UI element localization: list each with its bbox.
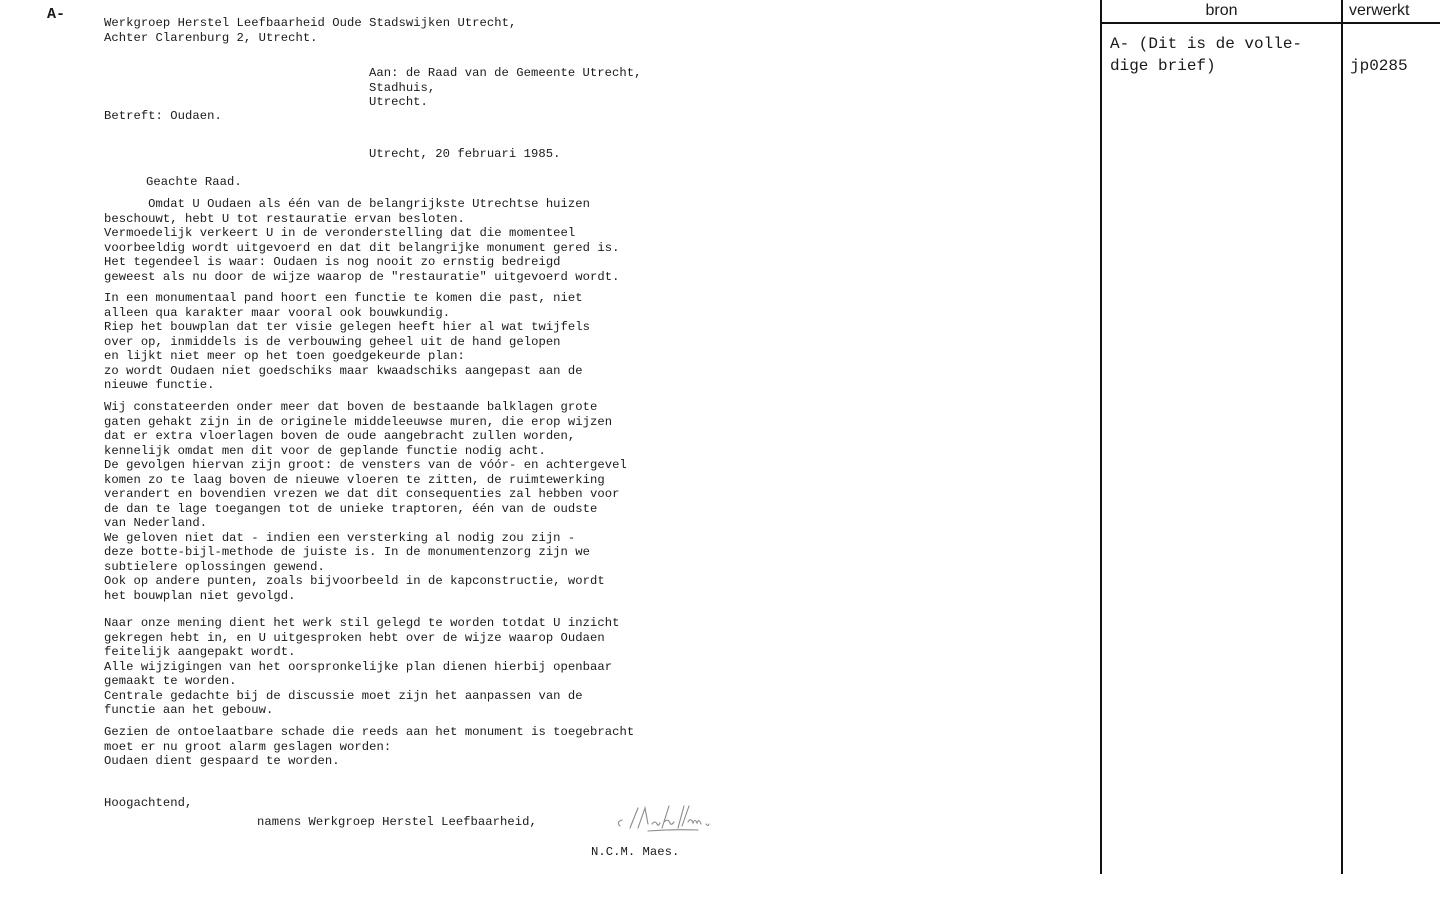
column-header-bron: bron: [1205, 2, 1238, 19]
bron-cell: A- (Dit is de volle- dige brief): [1110, 35, 1303, 75]
addressee-line: Stadhuis,: [369, 80, 436, 95]
paragraph: Naar onze mening dient het werk stil gelegd te worden totdat U inzicht gekregen hebt in, en U uitgesproken hebt over de wijze waarop Oudaen feitelijk aangepakt wordt. Alle wijzigingen van het oorspronkelijke plan dienen hierbij openbaar gemaakt te worden. Centrale gedachte bij de discussie moet zijn het aanpassen van de functie aan het gebouw.: [104, 616, 620, 717]
paragraph: Gezien de ontoelaatbare schade die reeds aan het monument is toegebracht moet er nu groot alarm geslagen worden: Oudaen dient gespaard te worden.: [104, 725, 635, 768]
column-header-verwerkt: verwerkt: [1349, 2, 1410, 19]
salutation: Geachte Raad.: [146, 175, 242, 189]
sender-line: Achter Clarenburg 2, Utrecht.: [104, 30, 318, 45]
document-marker: A-: [47, 6, 66, 23]
on-behalf-line: namens Werkgroep Herstel Leefbaarheid,: [257, 815, 537, 829]
addressee-line: Aan: de Raad van de Gemeente Utrecht,: [369, 66, 642, 80]
sender-line: Werkgroep Herstel Leefbaarheid Oude Stadswijken Utrecht,: [104, 16, 517, 30]
closing: Hoogachtend,: [104, 796, 193, 810]
paragraph: In een monumentaal pand hoort een functie te komen die past, niet alleen qua karakter maar vooral ook bouwkundig. Riep het bouwplan dat ter visie gelegen heeft hier al wat twijfels over op, inmiddels is de verbouwing geheel uit de hand gelopen en lijkt niet meer op het toen goedgekeurde plan: zo wordt Oudaen niet goedschiks maar kwaadschiks aangepast aan de nieuwe functie.: [104, 291, 591, 392]
subject-line: Betreft: Oudaen.: [104, 109, 222, 123]
date-line: Utrecht, 20 februari 1985.: [369, 147, 561, 161]
verwerkt-cell: jp0285: [1350, 57, 1408, 75]
signee-name: N.C.M. Maes.: [591, 845, 680, 859]
table-column-divider: [1341, 0, 1343, 874]
table-border-left: [1100, 0, 1102, 874]
paragraph: Wij constateerden onder meer dat boven de bestaande balklagen grote gaten gehakt zijn in de originele middeleeuwse muren, die erop wijzen dat er extra vloerlagen boven de oude aangebracht zullen worden, kennelijk omdat men dit voor de geplande functie nodig acht. De gevolgen hiervan zijn groot: de vensters van de vóór- en achtergevel komen zo te laag boven de nieuwe vloeren te zitten, de ruimtewerking verandert en bovendien vrezen we dat dit consequenties zal hebben voor de dan te lage toegangen tot de unieke traptoren, één van de oudste van Nederland. We geloven niet dat - indien een versterking al nodig zou zijn - deze botte-bijl-methode de juiste is. In de monumentenzorg zijn we subtielere oplossingen gewend. Ook op andere punten, zoals bijvoorbeeld in de kapconstructie, wordt het bouwplan niet gevolgd.: [104, 400, 627, 603]
paragraph: Omdat U Oudaen als één van de belangrijkste Utrechtse huizen beschouwt, hebt U tot restauratie ervan besloten. Vermoedelijk verkeert U in de veronderstelling dat die momenteel voorbeeldig wordt uitgevoerd en dat dit belangrijke monument gered is. Het tegendeel is waar: Oudaen is nog nooit zo ernstig bedreigd geweest als nu door de wijze waarop de "restauratie" uitgevoerd wordt.: [104, 197, 620, 284]
addressee-address: [369, 66, 641, 110]
addressee-line: Utrecht.: [369, 95, 428, 109]
table-header-divider: [1100, 22, 1440, 24]
sender-address: [104, 16, 516, 45]
handwritten-signature: [612, 800, 732, 836]
